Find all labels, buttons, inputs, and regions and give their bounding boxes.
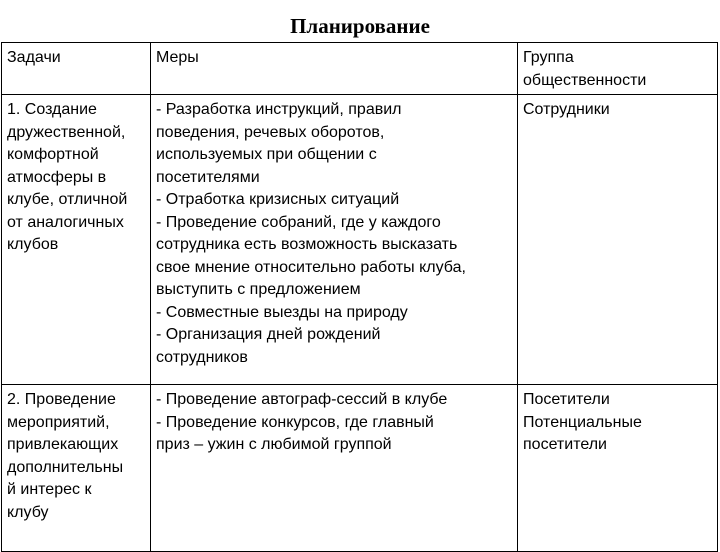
header-group-label-2: общественности [523, 71, 647, 89]
group-line: Посетители [523, 391, 610, 408]
measure-line: - Отработка кризисных ситуаций [156, 191, 400, 208]
task-line: атмосферы в [7, 168, 107, 186]
group-cell [518, 95, 718, 385]
header-tasks [2, 43, 151, 95]
task-line: й интерес к [7, 481, 92, 498]
task-line: дружественной, [7, 123, 126, 141]
header-tasks-label: Задачи [7, 49, 61, 66]
measure-line: приз – ужин с любимой группой [156, 436, 392, 453]
header-group [518, 43, 718, 95]
task-cell [2, 385, 151, 552]
measure-line: выступить с предложением [156, 281, 361, 298]
task-line: комфортной [7, 146, 99, 163]
measure-line: сотрудника есть возможность высказать [156, 236, 458, 253]
measure-line: - Организация дней рождений [156, 326, 381, 343]
measure-line: поведения, речевых оборотов, [156, 123, 385, 141]
task-line: мероприятий, [7, 413, 110, 431]
task-line: клубов [7, 236, 59, 253]
task-line: клубу [7, 503, 49, 521]
header-measures-label: Меры [156, 49, 199, 66]
group-line: посетители [523, 436, 607, 453]
table-row [2, 95, 718, 385]
planning-table [1, 42, 718, 552]
measure-line: - Проведение конкурсов, где главный [156, 413, 434, 431]
measure-line: - Проведение собраний, где у каждого [156, 213, 441, 231]
task-line: от аналогичных [7, 213, 124, 231]
page-title: Планирование [290, 14, 430, 38]
measure-line: свое мнение относительно работы клуба, [156, 258, 466, 276]
header-group-label-1: Группа [523, 49, 574, 66]
table-row [2, 385, 718, 552]
task-line: 1. Создание [7, 101, 97, 118]
measure-line: сотрудников [156, 348, 248, 366]
measure-line: - Разработка инструкций, правил [156, 101, 402, 118]
measures-cell [151, 385, 518, 552]
measures-cell [151, 95, 518, 385]
measure-line: - Проведение автограф-сессий в клубе [156, 391, 448, 408]
group-line: Сотрудники [523, 101, 610, 118]
task-line: дополнительны [7, 458, 124, 476]
task-line: привлекающих [7, 436, 119, 453]
task-line: 2. Проведение [7, 391, 116, 408]
header-measures [151, 43, 518, 95]
group-line: Потенциальные [523, 413, 642, 431]
table-header-row [2, 43, 718, 95]
group-cell [518, 385, 718, 552]
measure-line: используемых при общении с [156, 146, 377, 163]
measure-line: - Совместные выезды на природу [156, 303, 408, 321]
measure-line: посетителями [156, 168, 260, 186]
task-line: клубе, отличной [7, 191, 128, 208]
task-cell [2, 95, 151, 385]
